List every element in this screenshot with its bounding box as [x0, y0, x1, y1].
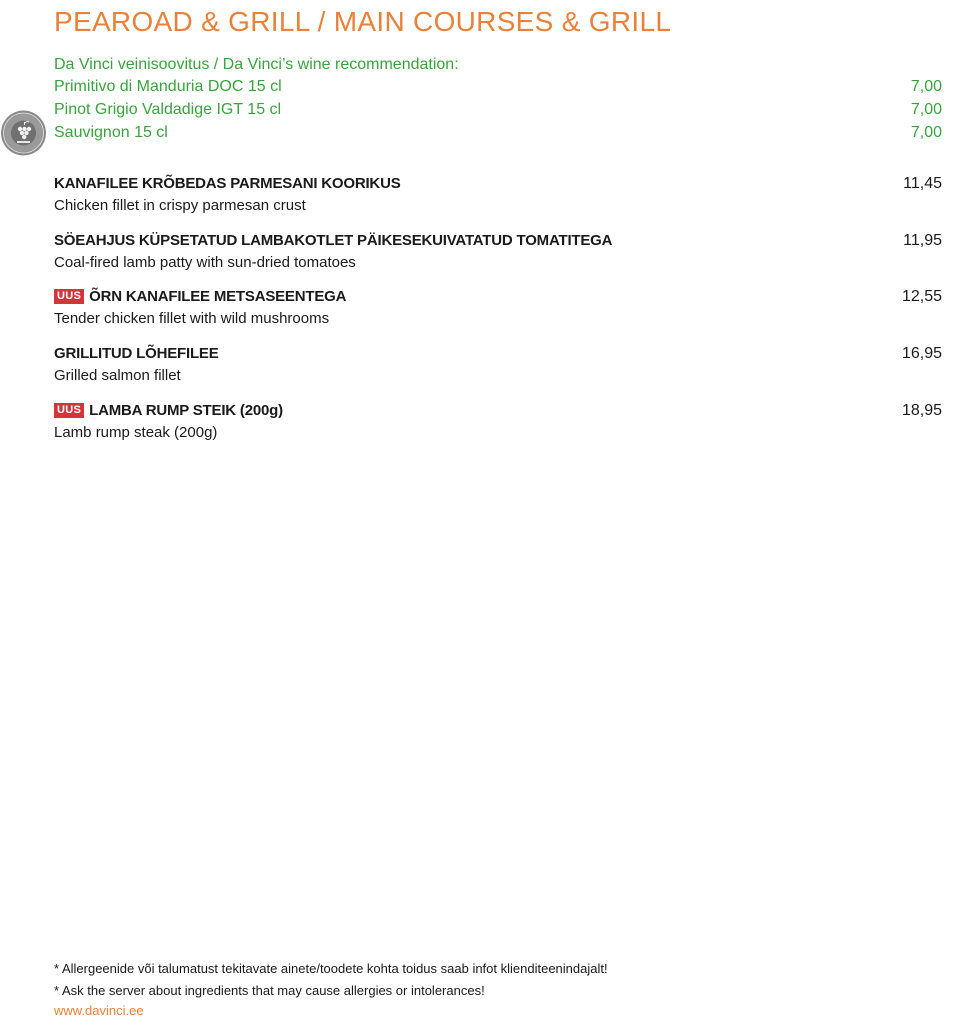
menu-item-description: Chicken fillet in crispy parmesan crust [54, 197, 306, 214]
wine-seal-grape-icon [0, 108, 47, 158]
menu-item [54, 288, 942, 336]
menu-item-price: 18,95 [901, 402, 942, 419]
wine-item [54, 124, 942, 146]
website-link[interactable]: www.davinci.ee [54, 1003, 144, 1018]
new-badge: UUS [54, 289, 84, 304]
wine-recommendation-heading: Da Vinci veinisoovitus / Da Vinci’s wine recommendation: [54, 56, 459, 73]
new-badge: UUS [54, 403, 84, 418]
wine-price: 7,00 [910, 78, 942, 95]
menu-item-name: GRILLITUD LÕHEFILEE [54, 345, 219, 362]
menu-item-name: SÖEAHJUS KÜPSETATUD LAMBAKOTLET PÄIKESEKUIVATATUD TOMATITEGA [54, 232, 613, 249]
menu-item-name: KANAFILEE KRÕBEDAS PARMESANI KOORIKUS [54, 175, 401, 192]
menu-item-price: 11,45 [903, 175, 942, 192]
menu-item-price: 11,95 [903, 232, 942, 249]
menu-item-name-row [54, 402, 283, 419]
wine-price: 7,00 [910, 101, 942, 118]
menu-item [54, 402, 942, 450]
menu-item-description: Coal-fired lamb patty with sun-dried tomatoes [54, 254, 356, 271]
wine-name: Pinot Grigio Valdadige IGT 15 cl [54, 101, 282, 118]
wine-item [54, 78, 942, 100]
allergy-note-estonian: * Allergeenide või talumatust tekitavate ainete/toodete kohta toidus saab infot klienditeenindajalt! [54, 961, 608, 976]
page-title: PEAROAD & GRILL / MAIN COURSES & GRILL [54, 6, 672, 37]
menu-item-name: ÕRN KANAFILEE METSASEENTEGA [89, 288, 347, 305]
menu-item [54, 345, 942, 393]
wine-price: 7,00 [910, 124, 942, 141]
menu-item [54, 232, 942, 280]
menu-item [54, 175, 942, 223]
wine-name: Primitivo di Manduria DOC 15 cl [54, 78, 282, 95]
menu-item-name-row [54, 288, 346, 305]
menu-item-name: LAMBA RUMP STEIK (200g) [89, 402, 283, 419]
wine-item [54, 101, 942, 123]
menu-item-price: 16,95 [901, 345, 942, 362]
allergy-note-english: * Ask the server about ingredients that may cause allergies or intolerances! [54, 983, 485, 998]
menu-item-price: 12,55 [901, 288, 942, 305]
menu-item-description: Tender chicken fillet with wild mushrooms [54, 310, 330, 327]
menu-item-description: Lamb rump steak (200g) [54, 424, 218, 441]
menu-item-description: Grilled salmon fillet [54, 367, 181, 384]
wine-name: Sauvignon 15 cl [54, 124, 168, 141]
